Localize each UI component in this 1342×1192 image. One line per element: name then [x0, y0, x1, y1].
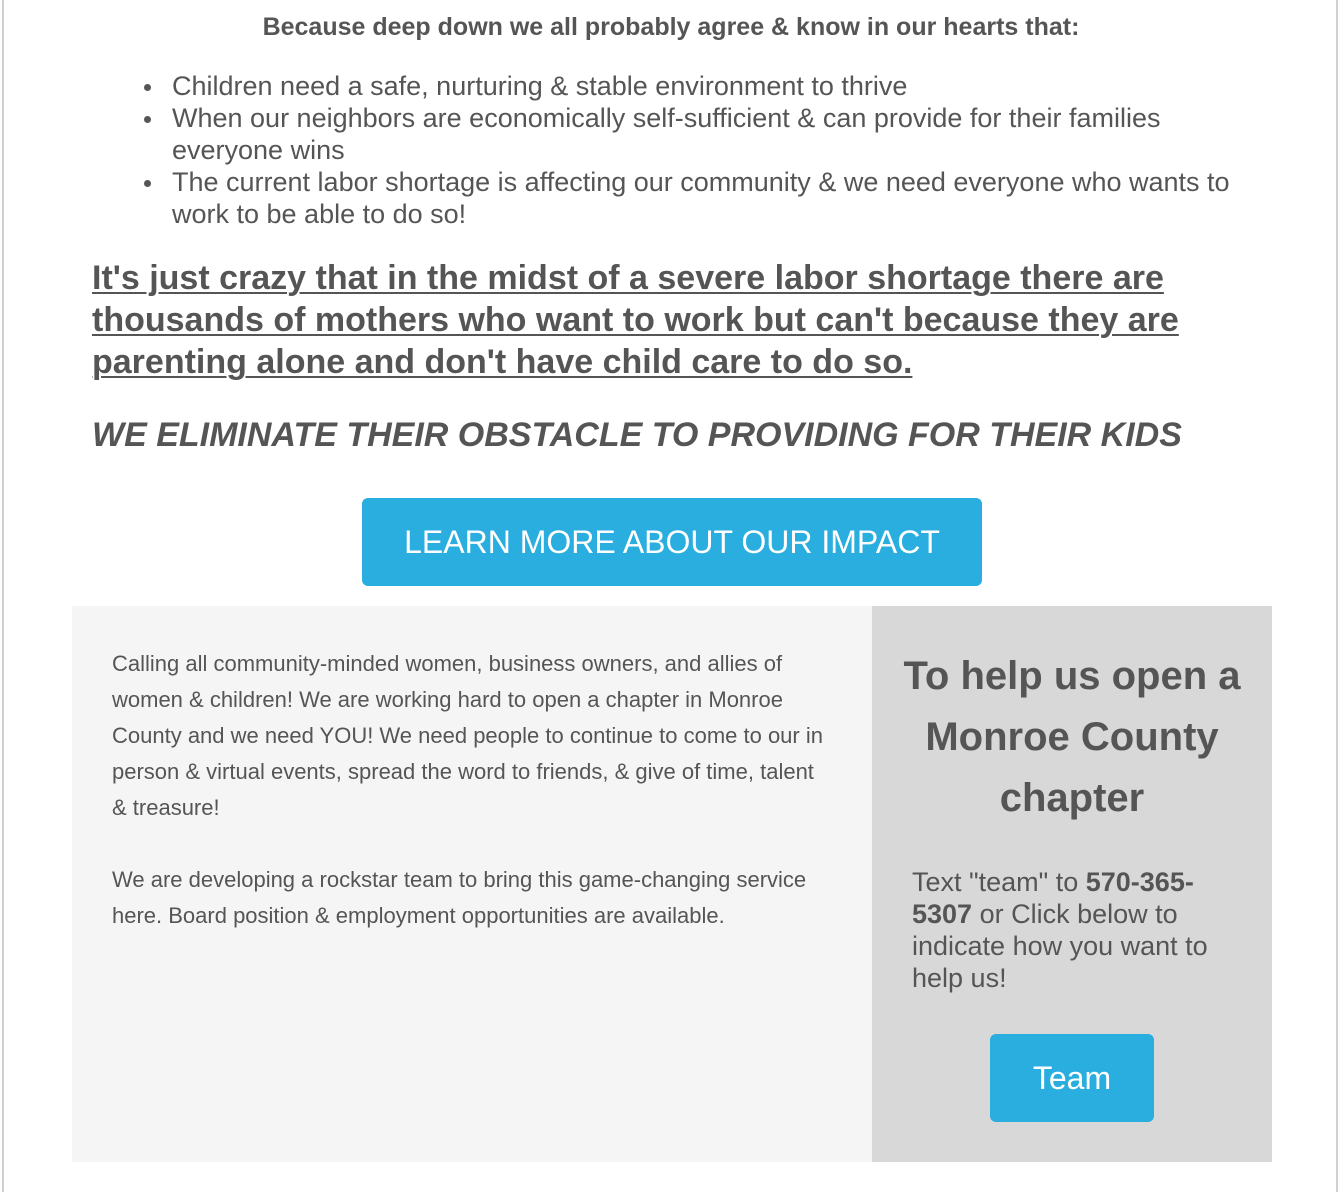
volunteer-info-panel: [72, 606, 872, 1162]
learn-more-impact-button[interactable]: LEARN MORE ABOUT OUR IMPACT: [362, 498, 982, 586]
intro-heading: Because deep down we all probably agree & know in our hearts that:: [262, 13, 1080, 41]
chapter-cta-panel: [872, 606, 1272, 1162]
list-item: When our neighbors are economically self-sufficient & can provide for their families everyone wins: [172, 102, 1262, 166]
list-item: Children need a safe, nurturing & stable environment to thrive: [172, 70, 1262, 102]
call-to-community-text: Calling all community-minded women, business owners, and allies of women & children! We are working hard to open a chapter in Monroe County and we need YOU! We need people to continue to come to our in person & virtual events, spread the word to friends, & give of time, talent & treasure!: [112, 651, 823, 820]
team-development-text: We are developing a rockstar team to bring this game-changing service here. Board position & employment opportunities are available.: [112, 867, 807, 928]
text-suffix: or Click below to indicate how you want to help us!: [912, 899, 1208, 993]
phone-number: 570-365-5307: [912, 867, 1194, 929]
belief-list: [172, 70, 1262, 230]
text-prefix: Text "team" to: [912, 867, 1079, 897]
team-button[interactable]: Team: [990, 1034, 1154, 1122]
list-item: The current labor shortage is affecting our community & we need everyone who wants to work to be able to do so!: [172, 166, 1262, 230]
cta-instructions: [912, 866, 1232, 994]
cta-heading: To help us open a Monroe County chapter: [903, 654, 1241, 820]
headline: It's just crazy that in the midst of a severe labor shortage there are thousands of mothers who want to work but can't because they are parenting alone and don't have child care to do so.: [92, 259, 1179, 381]
tagline: WE ELIMINATE THEIR OBSTACLE TO PROVIDING FOR THEIR KIDS: [92, 416, 1182, 454]
